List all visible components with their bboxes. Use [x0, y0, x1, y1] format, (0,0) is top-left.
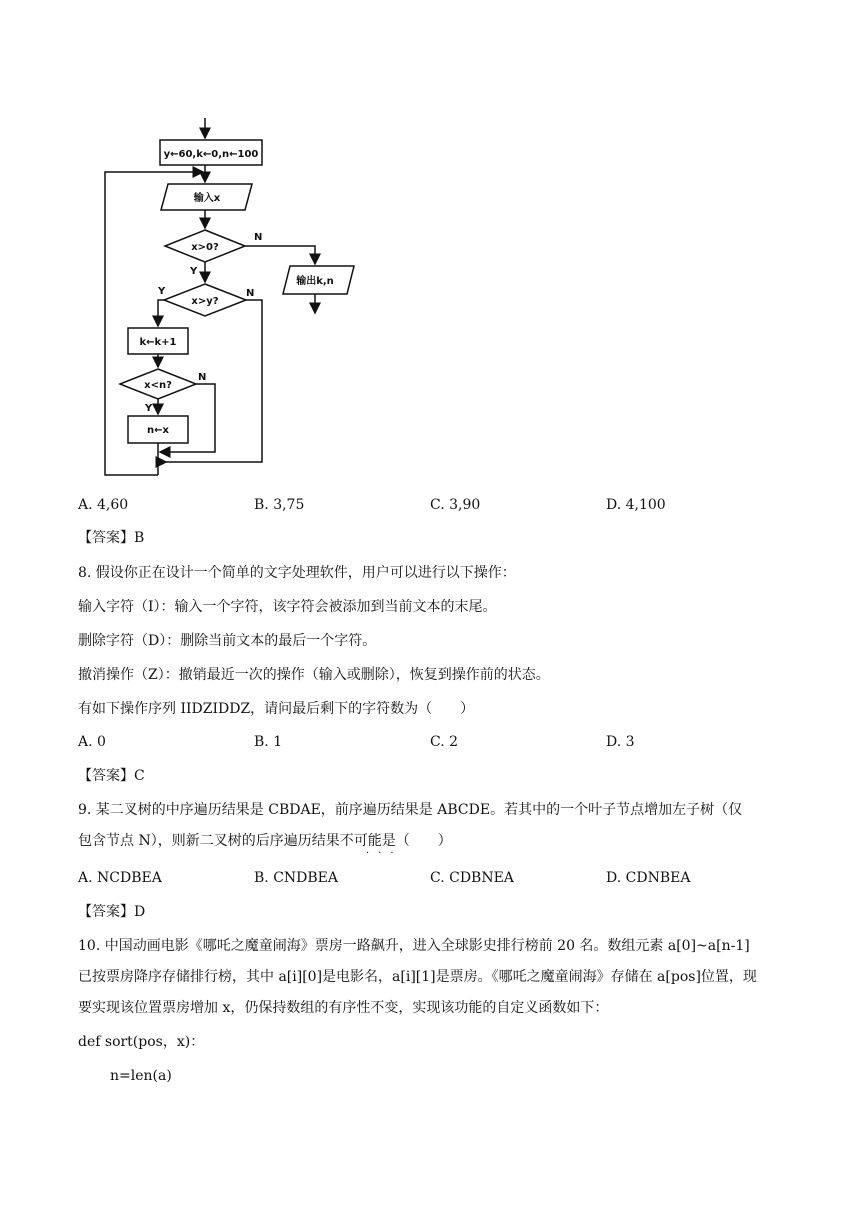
- q10-stem-line1: 10. 中国动画电影《哪吒之魔童闹海》票房一路飙升，进入全球影史排行榜前 20 名。数组元素 a[0]~a[n-1]: [78, 938, 750, 954]
- q8-line-delete: 删除字符（D）：删除当前文本的最后一个字符。: [78, 633, 377, 649]
- q7-option-b: B. 3,75: [254, 497, 305, 513]
- svg-text:Y: Y: [145, 403, 153, 414]
- svg-text:y←60,k←0,n←100: y←60,k←0,n←100: [163, 149, 259, 160]
- svg-text:输入x: 输入x: [193, 193, 221, 204]
- q9-answer: 【答案】D: [78, 904, 146, 920]
- svg-text:x>0?: x>0?: [191, 242, 219, 253]
- emphasis-dots: ···: [366, 848, 403, 859]
- q7-option-d: D. 4,100: [606, 497, 666, 513]
- svg-text:Y: Y: [158, 286, 166, 297]
- q10-stem-line3: 要实现该位置票房增加 x，仍保持数组的有序性不变，实现该功能的自定义函数如下：: [78, 1000, 609, 1016]
- q8-line-input: 输入字符（I）：输入一个字符，该字符会被添加到当前文本的末尾。: [78, 599, 497, 615]
- code-def-line: def sort(pos，x)：: [78, 1034, 205, 1050]
- svg-text:N: N: [254, 232, 263, 243]
- q9-option-d: D. CDNBEA: [606, 870, 691, 886]
- code-line-n: n=len(a): [110, 1068, 172, 1084]
- q9-stem-line2: 包含节点 N），则新二叉树的后序遍历结果不可能是（ ）: [78, 833, 452, 849]
- q8-option-d: D. 3: [606, 734, 635, 750]
- q7-option-a: A. 4,60: [78, 497, 129, 513]
- q9-option-a: A. NCDBEA: [78, 870, 162, 886]
- q7-answer: 【答案】B: [78, 530, 145, 546]
- svg-text:k←k+1: k←k+1: [139, 337, 177, 348]
- q8-option-a: A. 0: [78, 734, 106, 750]
- q8-option-c: C. 2: [430, 734, 459, 750]
- q8-question: 有如下操作序列 IIDZIDDZ，请问最后剩下的字符数为（ ）: [78, 701, 475, 717]
- flowchart: [95, 110, 365, 485]
- q9-option-c: C. CDBNEA: [430, 870, 514, 886]
- svg-text:x>y?: x>y?: [191, 296, 219, 307]
- q7-option-c: C. 3,90: [430, 497, 481, 513]
- svg-text:N: N: [198, 372, 207, 383]
- svg-text:N: N: [246, 288, 255, 299]
- svg-text:输出k,n: 输出k,n: [296, 276, 334, 287]
- svg-text:n←x: n←x: [147, 425, 169, 436]
- q10-stem-line2: 已按票房降序存储排行榜，其中 a[i][0]是电影名，a[i][1]是票房。《哪吒之魔童闹海》存储在 a[pos]位置，现: [78, 969, 757, 985]
- q8-stem: 8. 假设你正在设计一个简单的文字处理软件，用户可以进行以下操作：: [78, 565, 516, 581]
- q8-answer: 【答案】C: [78, 768, 145, 784]
- q9-stem-line1: 9. 某二叉树的中序遍历结果是 CBDAE，前序遍历结果是 ABCDE。若其中的一个叶子节点增加左子树（仅: [78, 802, 743, 818]
- q8-line-undo: 撤消操作（Z）：撤销最近一次的操作（输入或删除），恢复到操作前的状态。: [78, 667, 550, 683]
- svg-text:x<n?: x<n?: [144, 380, 172, 391]
- svg-text:Y: Y: [190, 266, 198, 277]
- q9-option-b: B. CNDBEA: [254, 870, 338, 886]
- q8-option-b: B. 1: [254, 734, 283, 750]
